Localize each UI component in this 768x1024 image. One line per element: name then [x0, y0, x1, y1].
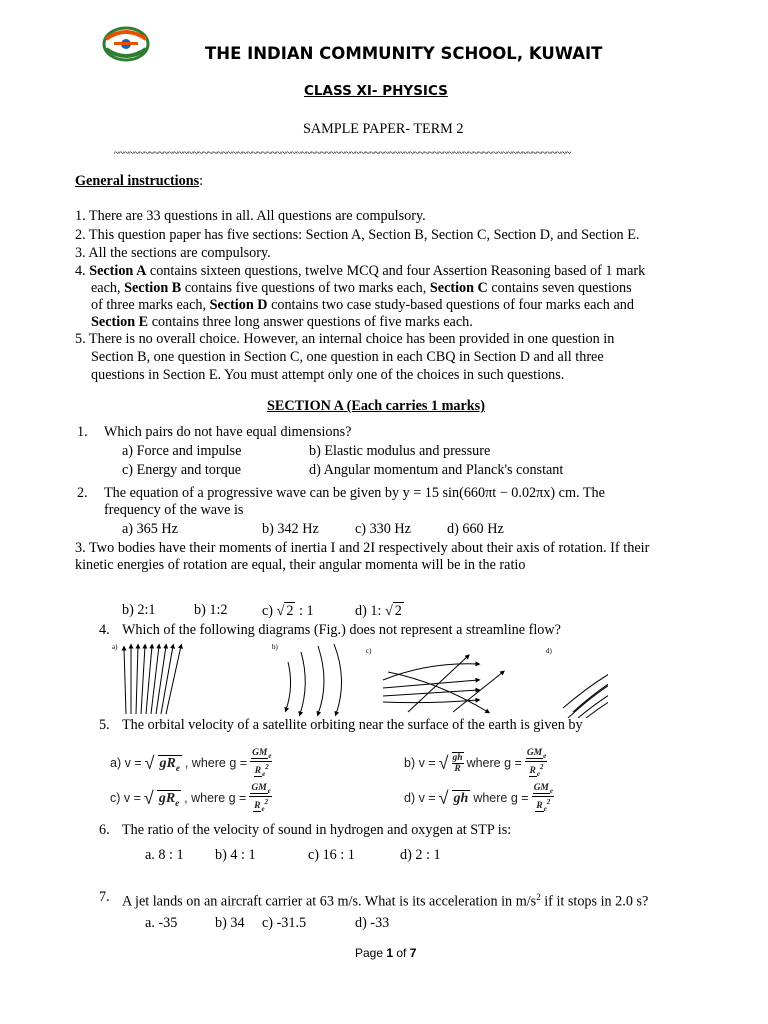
q6-text: The ratio of the velocity of sound in hydrogen and oxygen at STP is:	[122, 822, 512, 838]
q3-option-4: d) 1: √ 2	[355, 603, 402, 619]
q3-text-line2: kinetic energies of rotation are equal, their angular momenta will be in the ratio	[75, 557, 526, 573]
figure-label-c: c)	[366, 647, 372, 655]
instruction-3: 3. All the sections are compulsory.	[75, 245, 271, 261]
q2-text-line2: frequency of the wave is	[104, 502, 244, 518]
q5-option-b: b) v = √ $\frac{gh}{R}$ where g = $\frac{GM_e}{R_e^2}$	[404, 748, 547, 778]
instruction-4-line1: 4. Section A contains sixteen questions, twelve MCQ and four Assertion Reasoning based of 1 mark	[75, 263, 646, 279]
q5-option-c: c) v = √ $gR_e$ , where g = $\frac{GM_e}{R_e^2}$	[110, 783, 271, 813]
q6-option-b: b) 4 : 1	[215, 847, 256, 863]
q7-option-c: c) -31.5	[262, 915, 307, 931]
q5-text: The orbital velocity of a satellite orbiting near the surface of the earth is given by	[122, 717, 583, 733]
q2-option-b: b) 342 Hz	[262, 521, 319, 537]
q5-option-d: d) v = √ gh where g = $\frac{GM_e}{R_e^2}$	[404, 783, 553, 813]
class-title: CLASS XI- PHYSICS	[304, 83, 448, 99]
q4-text: Which of the following diagrams (Fig.) does not represent a streamline flow?	[122, 622, 561, 638]
figure-label-a: a)	[112, 643, 118, 651]
q1-option-d: d) Angular momentum and Planck's constant	[309, 462, 564, 478]
instruction-4-line2: each, Section B contains five questions of two marks each, Section C contains seven questions	[91, 280, 632, 296]
q3-text-line1: 3. Two bodies have their moments of inertia I and 2I respectively about their axis of rotation. If their	[75, 540, 650, 556]
streamline-figures	[108, 642, 608, 718]
q1-option-c: c) Energy and torque	[122, 462, 242, 478]
school-name: THE INDIAN COMMUNITY SCHOOL, KUWAIT	[205, 44, 603, 63]
q7-option-b: b) 34	[215, 915, 245, 931]
q3-option-3: c) √ 2 : 1	[262, 603, 314, 619]
figure-d	[563, 644, 608, 718]
q2-option-d: d) 660 Hz	[447, 521, 504, 537]
sqrt-icon: √	[438, 752, 449, 773]
q4-number: 4.	[99, 622, 110, 638]
q1-text: Which pairs do not have equal dimensions?	[104, 424, 352, 440]
sqrt-icon: √	[438, 787, 449, 808]
instruction-2: 2. This question paper has five sections: Section A, Section B, Section C, Section D, and Section E.	[75, 227, 640, 243]
q2-text-line1: The equation of a progressive wave can be given by y = 15 sin(660πt − 0.02πx) cm. The	[104, 485, 605, 501]
q3-option-1: b) 2:1	[122, 602, 156, 618]
instruction-4-line3: of three marks each, Section D contains two case study-based questions of four marks each and	[91, 297, 634, 313]
sqrt-icon: √	[384, 603, 393, 619]
figure-label-d: d)	[546, 647, 552, 655]
q5-number: 5.	[99, 717, 110, 733]
sqrt-icon: √	[276, 603, 285, 619]
q2-number: 2.	[77, 485, 88, 501]
figure-b	[286, 644, 342, 714]
sqrt-icon: √	[144, 752, 155, 773]
q6-number: 6.	[99, 822, 110, 838]
q2-option-a: a) 365 Hz	[122, 521, 178, 537]
figure-label-b: b)	[272, 643, 278, 651]
q6-option-c: c) 16 : 1	[308, 847, 355, 863]
instruction-5-line1: 5. There is no overall choice. However, an internal choice has been provided in one question in	[75, 331, 615, 347]
page-footer: Page 1 of 7	[355, 946, 417, 960]
school-logo	[100, 25, 152, 63]
q7-option-d: d) -33	[355, 915, 390, 931]
q2-option-c: c) 330 Hz	[355, 521, 411, 537]
q7-option-a: a. -35	[145, 915, 178, 931]
q7-text: A jet lands on an aircraft carrier at 63 m/s. What is its acceleration in $m/s^2$ if it stops in 2.0 s?	[122, 892, 649, 910]
figure-a	[124, 646, 181, 714]
section-a-heading: SECTION A (Each carries 1 marks)	[267, 398, 485, 414]
figure-c	[383, 656, 503, 712]
sqrt-icon: √	[143, 787, 154, 808]
q1-number: 1.	[77, 424, 88, 440]
paper-title: SAMPLE PAPER- TERM 2	[303, 121, 464, 137]
q1-option-a: a) Force and impulse	[122, 443, 242, 459]
instruction-4-line4: Section E contains three long answer questions of five marks each.	[91, 314, 473, 330]
q1-option-b: b) Elastic modulus and pressure	[309, 443, 491, 459]
q5-option-a: a) v = √ $gR_e$ , where g = $\frac{GM_e}{R_e^2}$	[110, 748, 272, 778]
instruction-5-line2: Section B, one question in Section C, one question in each CBQ in Section D and all three	[91, 349, 604, 365]
instructions-heading: General instructions:	[75, 173, 204, 189]
q6-option-a: a. 8 : 1	[145, 847, 184, 863]
q6-option-d: d) 2 : 1	[400, 847, 441, 863]
q7-number: 7.	[99, 889, 110, 905]
instruction-1: 1. There are 33 questions in all. All questions are compulsory.	[75, 208, 426, 224]
instruction-5-line3: questions in Section E. You must attempt only one of the choices in such questions.	[91, 367, 565, 383]
q3-option-2: b) 1:2	[194, 602, 228, 618]
divider: ~~~~~~~~~~~~~~~~~~~~~~~~~~~~~~~~~~~~~~~~~~~~~~~~~~~~~~~~~~~~~~~~~~~~~~~~~~~~~~~~~~~~~~~~~~~~~	[114, 148, 571, 159]
